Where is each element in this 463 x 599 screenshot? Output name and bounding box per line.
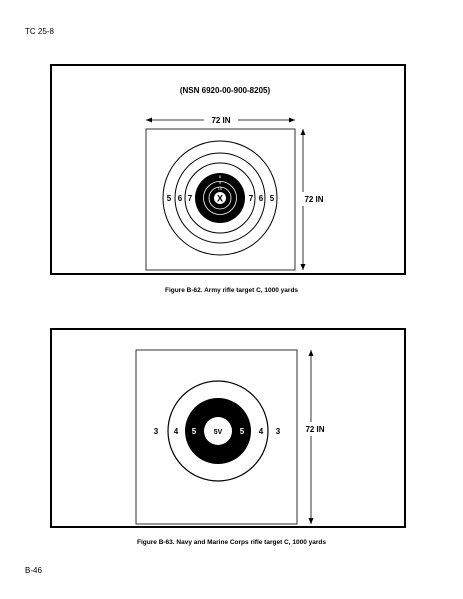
center-5v-label: 5V (213, 429, 223, 436)
figure-b62-caption: Figure B-62. Army rifle target C, 1000 yards (164, 287, 299, 294)
score-10-label: 10 (217, 186, 223, 191)
left-score-7: 7 (187, 194, 193, 203)
left-score-5: 5 (191, 427, 197, 436)
left-score-4: 4 (173, 427, 179, 436)
left-score-3: 3 (153, 427, 159, 436)
navy-target-diagram (52, 330, 408, 530)
right-score-4: 4 (258, 427, 264, 436)
nsn-label: (NSN 6920-00-900-8205) (179, 86, 271, 95)
score-8-label: 8 (218, 174, 222, 179)
figure-b62-panel (50, 64, 406, 275)
document-header: TC 25-8 (25, 27, 54, 36)
height-arrow-top-icon (309, 350, 314, 356)
left-score-5: 5 (166, 194, 172, 203)
height-arrow-bottom-icon (309, 518, 314, 524)
width-arrow-left-icon (146, 118, 152, 123)
right-score-7: 7 (248, 194, 254, 203)
figure-b63-caption: Figure B-63. Navy and Marine Corps rifle target C, 1000 yards (137, 539, 326, 546)
left-score-6: 6 (177, 194, 183, 203)
height-arrow-bottom-icon (301, 264, 306, 270)
page-number: B-46 (25, 566, 42, 575)
right-score-6: 6 (258, 194, 264, 203)
center-x-label: X (216, 193, 224, 204)
width-arrow-right-icon (289, 118, 295, 123)
army-target-diagram (52, 66, 408, 277)
height-arrow-top-icon (301, 129, 306, 135)
right-score-5: 5 (239, 427, 245, 436)
right-score-5: 5 (269, 194, 275, 203)
figure-b63-panel (50, 328, 406, 528)
score-9-label: 9 (218, 180, 222, 185)
width-label: 72 IN (211, 116, 231, 125)
height-label: 72 IN (305, 425, 325, 434)
height-label: 72 IN (304, 195, 324, 204)
right-score-3: 3 (275, 427, 281, 436)
